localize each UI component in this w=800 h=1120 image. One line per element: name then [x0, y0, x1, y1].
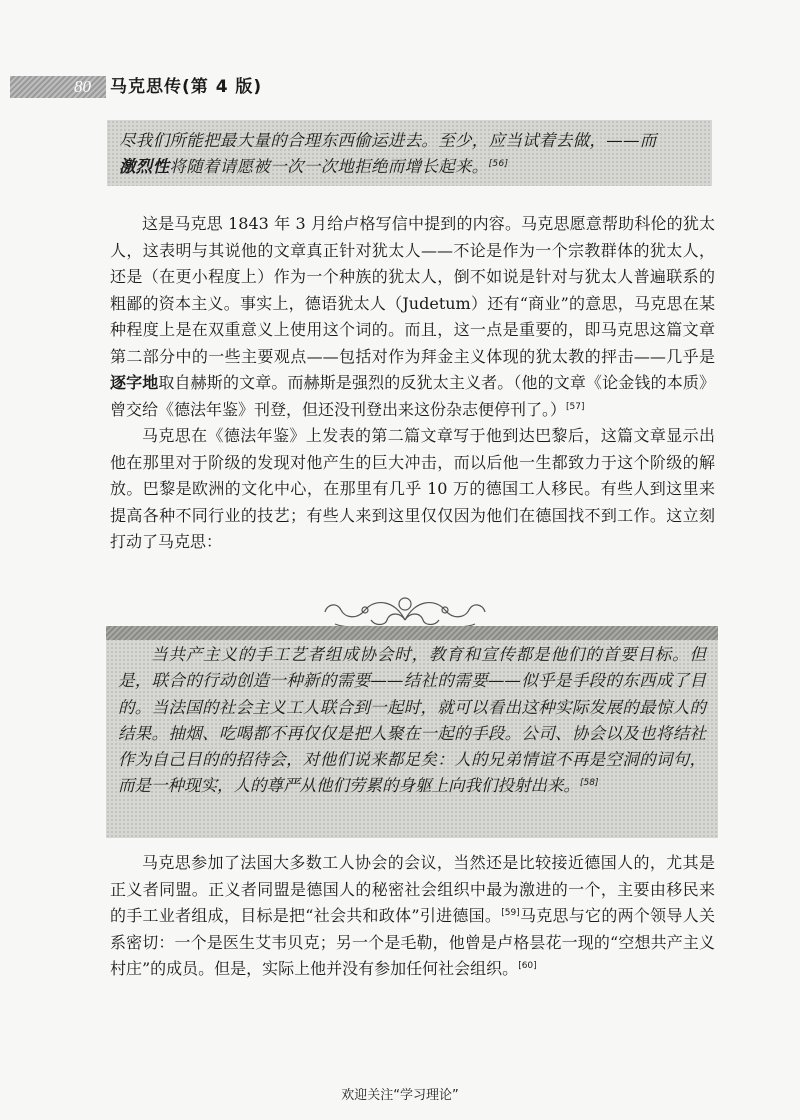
footnote-ref-60: [60]	[518, 961, 537, 971]
quote-2-text: 当共产主义的手工艺者组成协会时，教育和宣传都是他们的首要目标。但是，联合的行动创造一种新的需要——结社的需要——似乎是手段的东西成了目的。当法国的社会主义工人联合到一起时，就可以看出这种实际发展的最惊人的结果。抽烟、吃喝都不再仅仅是把人聚在一起的手段。公司、协会以及也将结社作为自己目的的招待会，对他们说来都足矣：人的兄弟情谊不再是空洞的词句，而是一种现实，人的尊严从他们劳累的身躯上向我们投射出来。[58]	[118, 645, 706, 796]
page-number: 80	[74, 77, 91, 96]
footer: 欢迎关注“学习理论”	[341, 1088, 459, 1103]
book-title: 马克思传(第 4 版)	[110, 77, 263, 97]
paragraph-1: 这是马克思 1843 年 3 月给卢格写信中提到的内容。马克思愿意帮助科伦的犹太人，这表明与其说他的文章真正针对犹太人——不论是作为一个宗教群体的犹太人，还是（在更小程度上）作为一个种族的犹太人，倒不如说是针对与犹太人普遍联系的粗鄙的资本主义。事实上，德语犹太人（Judetum）还有“商业”的意思，马克思在某种程度上是在双重意义上使用这个词的。而且，这一点是重要的，即马克思这篇文章第二部分中的一些主要观点——包括对作为拜金主义体现的犹太教的抨击——几乎是逐字地取自赫斯的文章。而赫斯是强烈的反犹太主义者。（他的文章《论金钱的本质》曾交给《德法年鉴》刊登，但还没刊登出来这份杂志便停刊了。）[57]	[110, 214, 715, 419]
paragraph-2: 马克思在《德法年鉴》上发表的第二篇文章写于他到达巴黎后，这篇文章显示出他在那里对于阶级的发现对他产生的巨大冲击，而以后他一生都致力于这个阶级的解放。巴黎是欧洲的文化中心，在那里有几乎 10 万的德国工人移民。有些人到这里来提高各种不同行业的技艺；有些人来到这里仅仅因为他们在德国找不到工作。这立刻打动了马克思：	[110, 426, 715, 551]
quote-block-2	[106, 626, 718, 838]
footnote-ref-59: [59]	[501, 908, 520, 918]
quote-stripe	[106, 626, 718, 640]
body-text-2	[110, 850, 715, 983]
paragraph-3: 马克思参加了法国大多数工人协会的会议，当然还是比较接近德国人的，尤其是正义者同盟。正义者同盟是德国人的秘密社会组织中最为激进的一个，主要由移民来的手工业者组成，目标是把“社会共和政体”引进德国。[59]马克思与它的两个领导人关系密切：一个是医生艾韦贝克；另一个是毛勒，他曾是卢格昙花一现的“空想共产主义村庄”的成员。但是，实际上他并没有参加任何社会组织。[60]	[110, 853, 715, 978]
bold-term: 逐字地	[110, 373, 159, 392]
footnote-ref-56: [56]	[488, 159, 509, 169]
quote-1-text: 尽我们所能把最大量的合理东西偷运进去。至少，应当试着去做，——而 激烈性将随着请愿被一次一次地拒绝而增长起来。[56]	[119, 131, 657, 176]
bold-term: 激烈性	[119, 157, 170, 176]
footnote-ref-58: [58]	[580, 778, 599, 789]
body-text-1	[110, 211, 715, 556]
quote-block-1	[107, 120, 712, 186]
footnote-ref-57: [57]	[566, 401, 585, 412]
